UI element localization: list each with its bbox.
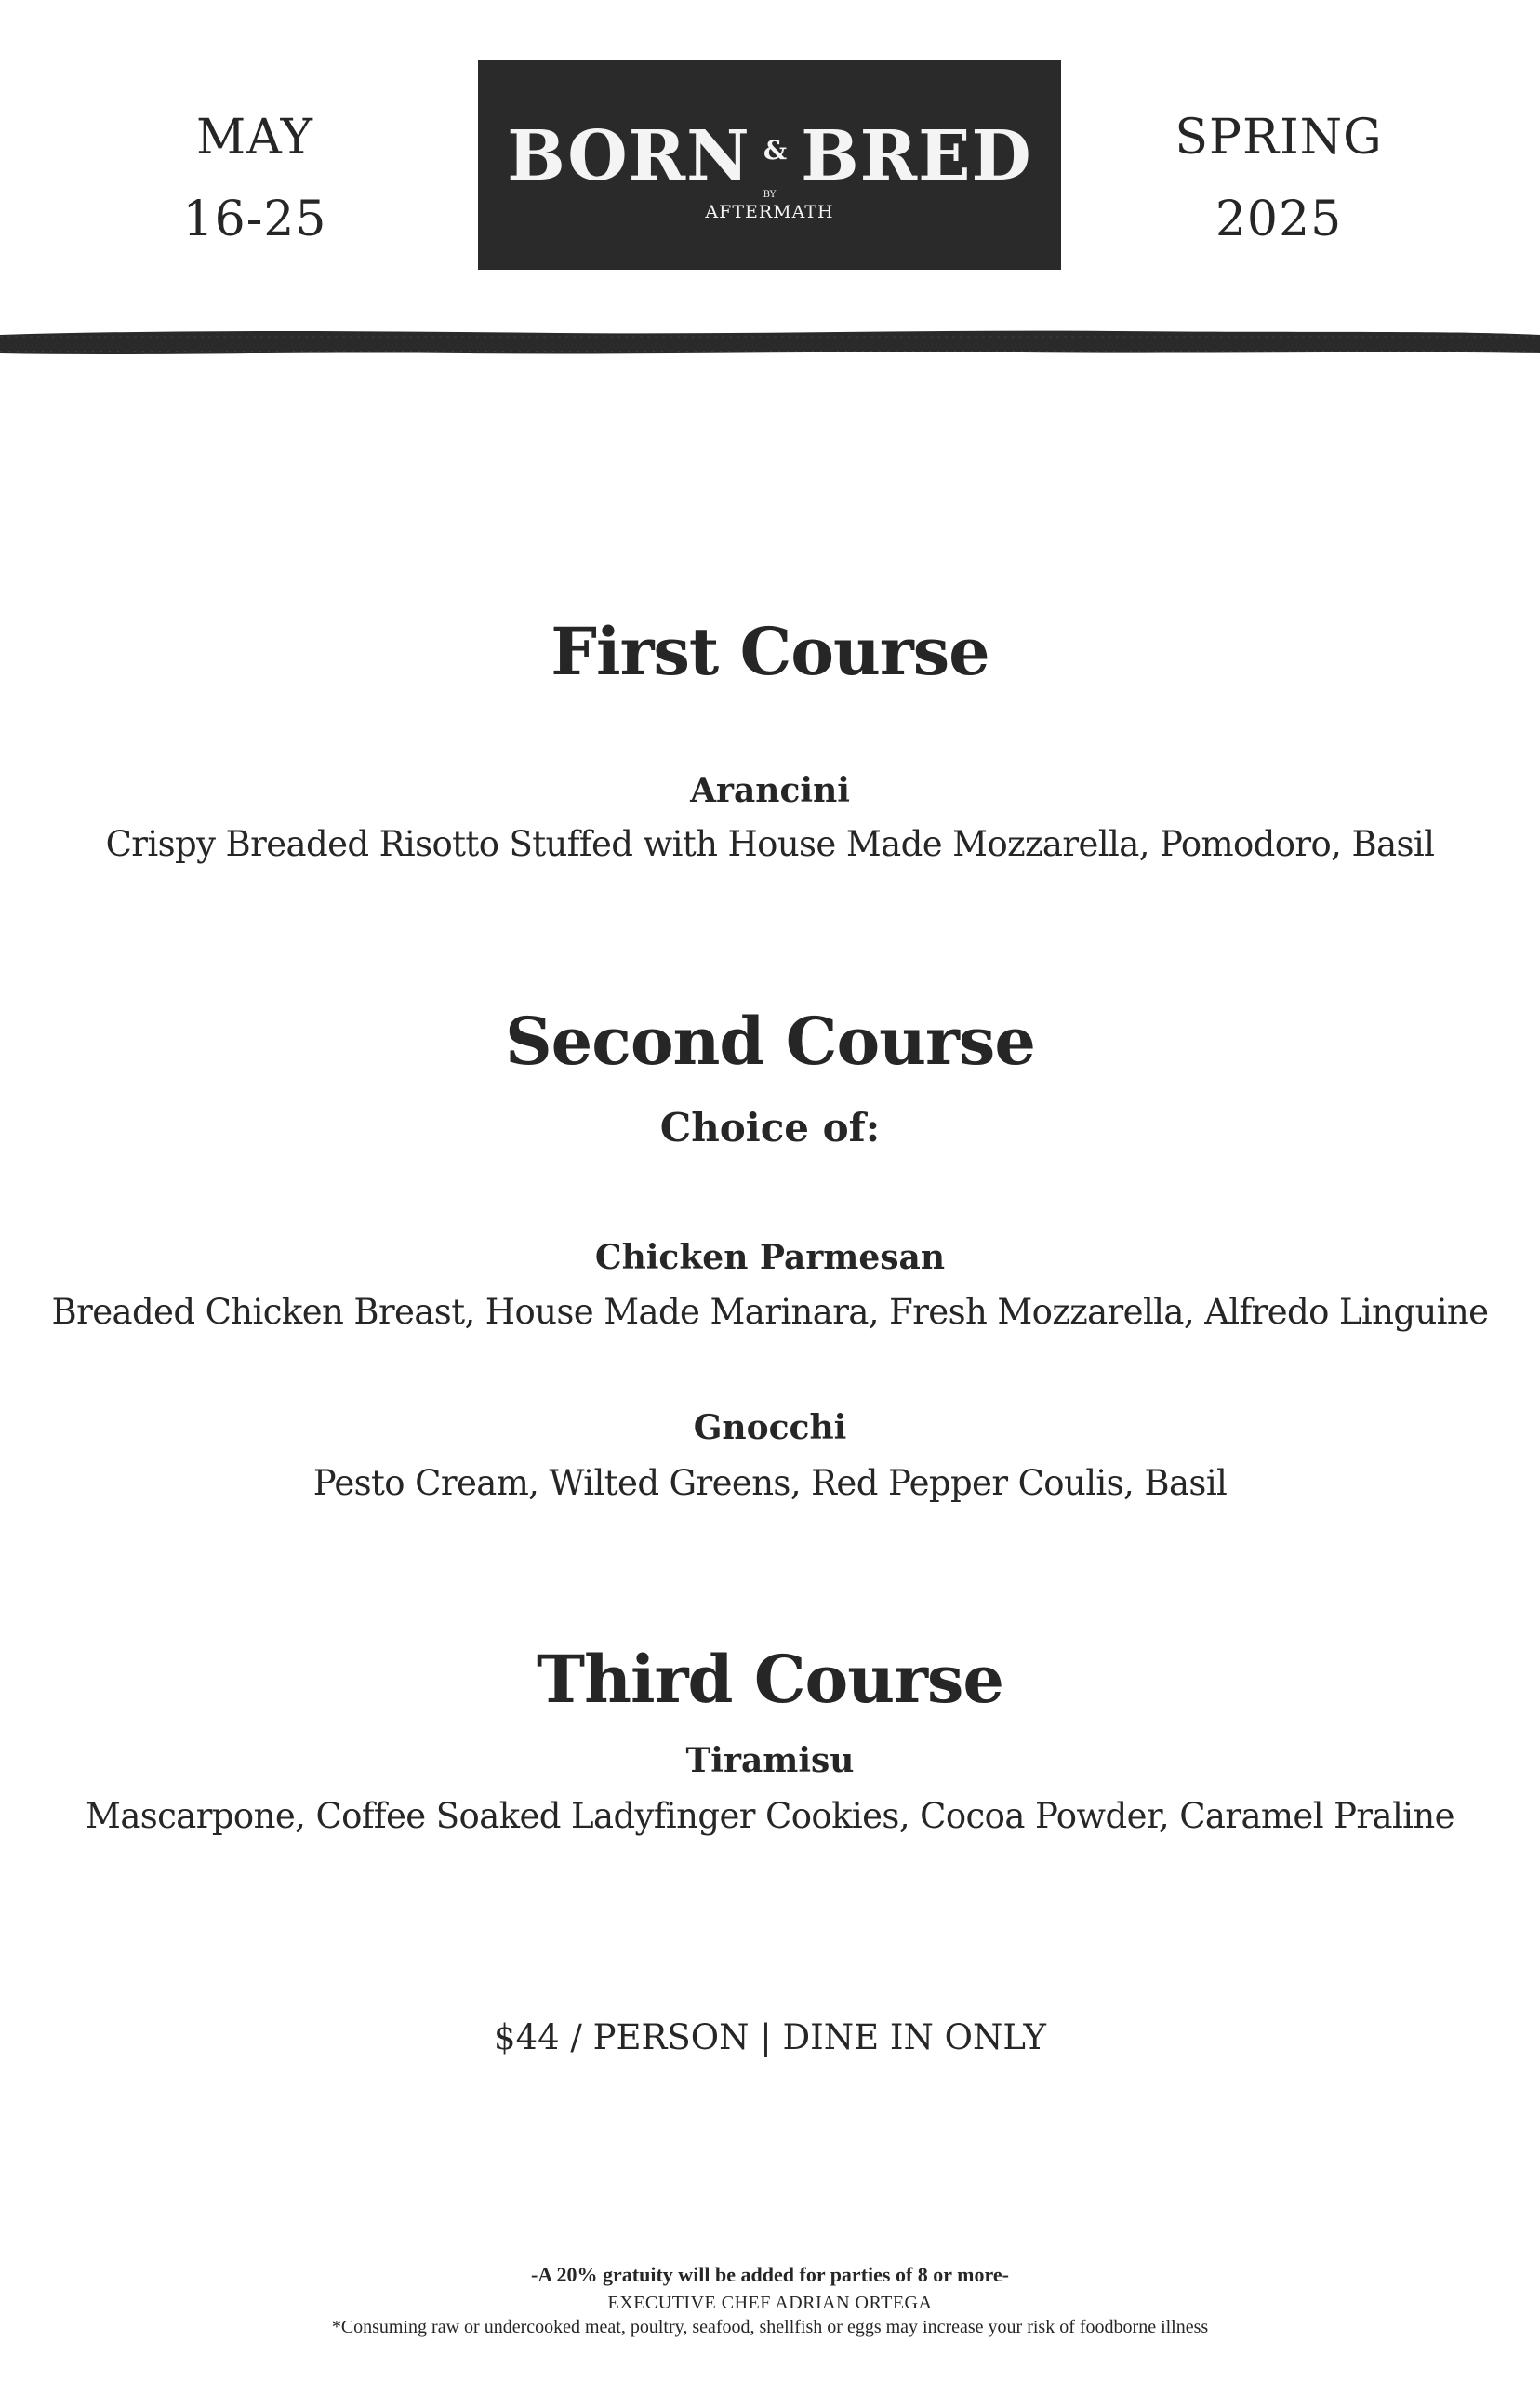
logo-word-bred: BRED: [801, 116, 1032, 196]
item-name-tiramisu: Tiramisu: [685, 1741, 855, 1780]
date-range: [115, 97, 394, 260]
logo-word-born: BORN: [507, 116, 750, 196]
item-desc-gnocchi: Pesto Cream, Wilted Greens, Red Pepper Coulis, Basil: [312, 1463, 1228, 1503]
gratuity-note: -A 20% gratuity will be added for parties of 8 or more-: [531, 2263, 1009, 2286]
item-desc-tiramisu: Mascarpone, Coffee Soaked Ladyfinger Cookies, Cocoa Powder, Caramel Praline: [86, 1796, 1454, 1836]
born-and-bred-logo: [478, 60, 1061, 270]
season-name: SPRING: [1175, 110, 1383, 166]
brush-divider: [0, 326, 1540, 363]
food-safety-warning: *Consuming raw or undercooked meat, poultry, seafood, shellfish or eggs may increase your risk of foodborne illness: [331, 2317, 1209, 2337]
logo-aftermath: AFTERMATH: [705, 202, 834, 222]
logo-ampersand: &: [763, 135, 789, 166]
date-month: MAY: [195, 110, 314, 166]
third-course-title: Third Course: [537, 1641, 1003, 1718]
item-name-chicken-parmesan: Chicken Parmesan: [594, 1238, 946, 1277]
second-course-title: Second Course: [505, 1003, 1035, 1080]
item-desc-chicken-parmesan: Breaded Chicken Breast, House Made Marinara, Fresh Mozzarella, Alfredo Linguine: [51, 1292, 1489, 1332]
logo-by: BY: [763, 190, 777, 200]
second-course-choice: Choice of:: [659, 1105, 881, 1151]
first-course-title: First Course: [551, 613, 989, 690]
item-name-gnocchi: Gnocchi: [693, 1408, 847, 1447]
item-name-arancini: Arancini: [690, 771, 850, 810]
price-line: $44 / PERSON | DINE IN ONLY: [494, 2017, 1046, 2057]
season-year: 2025: [1215, 192, 1343, 247]
date-days: 16-25: [182, 192, 327, 247]
item-desc-arancini: Crispy Breaded Risotto Stuffed with House Made Mozzarella, Pomodoro, Basil: [105, 824, 1435, 864]
season: [1139, 97, 1418, 260]
executive-chef: EXECUTIVE CHEF ADRIAN ORTEGA: [607, 2293, 933, 2313]
